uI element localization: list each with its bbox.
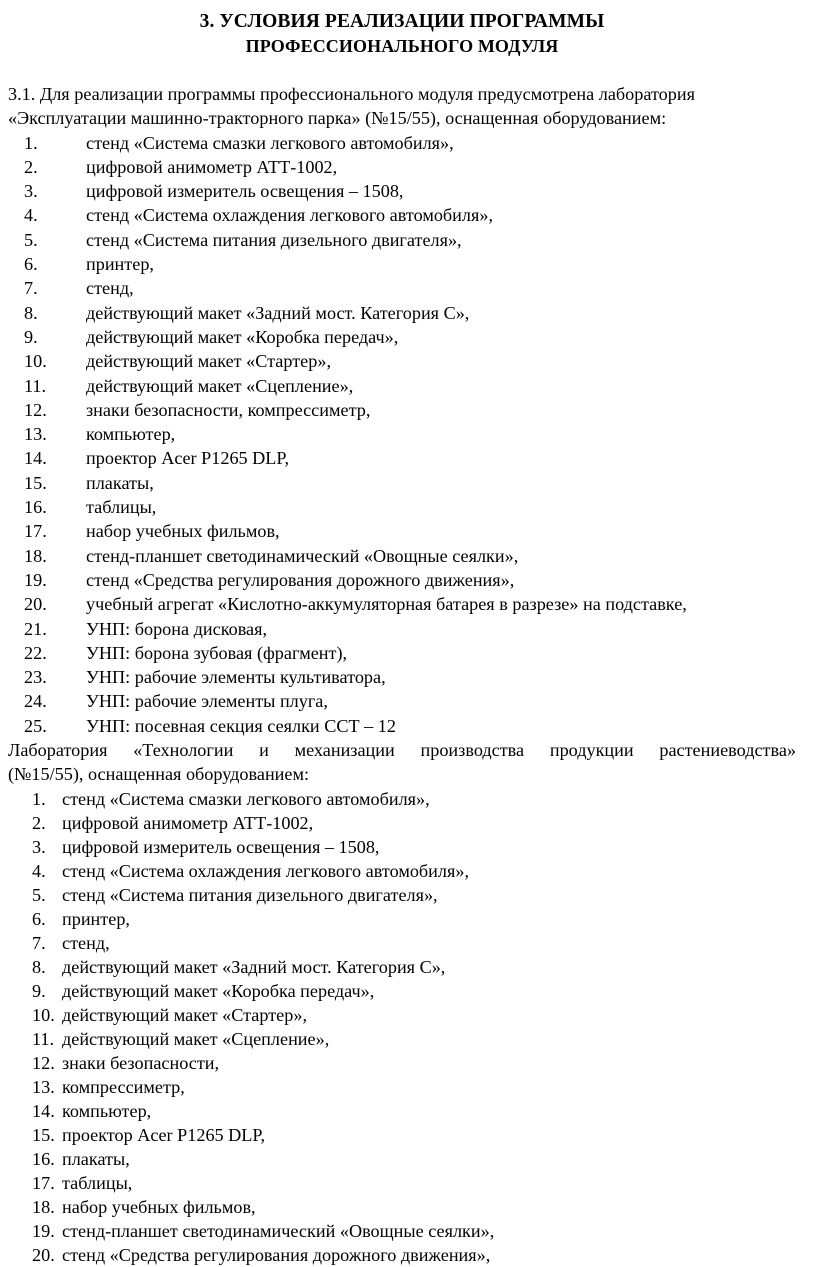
- list-item: [8, 495, 796, 519]
- list-item: [8, 617, 796, 641]
- lab-2-paragraph-word: Лаборатория: [8, 740, 108, 761]
- list-item: [8, 883, 796, 907]
- list-item-label: УНП: рабочие элементы плуга,: [86, 691, 328, 712]
- intro-paragraph: [8, 59, 796, 131]
- list-item-label: стенд-планшет светодинамический «Овощные сеялки»,: [62, 1220, 495, 1241]
- list-item: [8, 374, 796, 398]
- list-item: [8, 787, 796, 811]
- list-item-number: 14.: [32, 1100, 55, 1121]
- list-item-label: цифровой измеритель освещения – 1508,: [86, 181, 404, 202]
- list-item-label: таблицы,: [62, 1172, 133, 1193]
- list-item: [8, 907, 796, 931]
- list-item-number: 1.: [32, 788, 46, 809]
- list-item-number: 19.: [24, 569, 47, 590]
- lab-2-paragraph-word: растениеводства»: [659, 740, 796, 761]
- list-item-label: действующий макет «Стартер»,: [62, 1004, 307, 1025]
- page-title-line-1: 3. УСЛОВИЯ РЕАЛИЗАЦИИ ПРОГРАММЫ: [199, 11, 605, 32]
- list-item-number: 9.: [24, 326, 38, 347]
- list-item-number: 6.: [24, 254, 38, 275]
- list-item-number: 20.: [32, 1244, 55, 1265]
- list-item-number: 8.: [32, 956, 46, 977]
- list-item-number: 11.: [24, 375, 47, 396]
- list-item-label: стенд «Средства регулирования дорожного движения»,: [86, 569, 515, 590]
- list-item-label: стенд «Система питания дизельного двигателя»,: [86, 229, 462, 250]
- list-item-number: 13.: [24, 424, 47, 445]
- list-item: [8, 131, 796, 155]
- list-item-label: стенд,: [62, 932, 110, 953]
- list-item-label: проектор Acer P1265 DLP,: [86, 448, 290, 469]
- list-item: [8, 349, 796, 373]
- list-item: [8, 544, 796, 568]
- intro-paragraph-line-2: «Эксплуатации машинно-тракторного парка» (№15/55), оснащенная оборудованием:: [8, 108, 667, 129]
- list-item-label: принтер,: [86, 254, 154, 275]
- list-item: [8, 859, 796, 883]
- list-item-number: 9.: [32, 980, 46, 1001]
- list-item: [8, 325, 796, 349]
- list-item-label: цифровой анимометр АТТ-1002,: [86, 156, 338, 177]
- list-item-number: 6.: [32, 908, 46, 929]
- list-item-number: 3.: [24, 181, 38, 202]
- list-item: [8, 1195, 796, 1219]
- list-item-label: учебный агрегат «Кислотно-аккумуляторная батарея в разрезе» на подставке,: [86, 594, 687, 615]
- list-item-number: 2.: [24, 156, 38, 177]
- list-item: [8, 689, 796, 713]
- list-item-number: 20.: [24, 594, 47, 615]
- lab-2-paragraph: [8, 738, 796, 787]
- list-item-number: 17.: [24, 521, 47, 542]
- list-item: [8, 228, 796, 252]
- list-item-number: 21.: [24, 618, 47, 639]
- list-item-label: действующий макет «Коробка передач»,: [62, 980, 375, 1001]
- page-title: [8, 0, 796, 59]
- list-item: [8, 179, 796, 203]
- list-item: [8, 811, 796, 835]
- list-item-label: плакаты,: [86, 472, 154, 493]
- list-item-label: стенд «Система смазки легкового автомобиля»,: [62, 788, 430, 809]
- page-title-line-2: ПРОФЕССИОНАЛЬНОГО МОДУЛЯ: [245, 36, 559, 56]
- list-item-label: стенд «Система смазки легкового автомобиля»,: [86, 132, 454, 153]
- list-item-number: 5.: [32, 884, 46, 905]
- list-item: [8, 592, 796, 616]
- list-item-label: действующий макет «Задний мост. Категория С»,: [62, 956, 446, 977]
- lab-2-paragraph-word: и: [259, 740, 269, 761]
- list-item-number: 12.: [32, 1052, 55, 1073]
- lab-2-paragraph-word: производства: [420, 740, 525, 761]
- list-item: [8, 1027, 796, 1051]
- list-item-number: 3.: [32, 836, 46, 857]
- list-item: [8, 276, 796, 300]
- list-item: [8, 835, 796, 859]
- list-item-number: 10.: [24, 351, 47, 372]
- equipment-list-lab-2: [8, 787, 796, 1267]
- list-item-number: 16.: [32, 1148, 55, 1169]
- list-item-number: 16.: [24, 497, 47, 518]
- list-item-number: 24.: [24, 691, 47, 712]
- list-item-number: 13.: [32, 1076, 55, 1097]
- list-item: [8, 446, 796, 470]
- list-item: [8, 422, 796, 446]
- lab-2-paragraph-line-2: (№15/55), оснащенная оборудованием:: [8, 764, 310, 785]
- list-item-label: компьютер,: [62, 1100, 152, 1121]
- list-item: [8, 471, 796, 495]
- list-item-number: 25.: [24, 715, 47, 736]
- list-item-label: стенд-планшет светодинамический «Овощные сеялки»,: [86, 545, 519, 566]
- lab-2-paragraph-word: «Технологии: [133, 740, 234, 761]
- list-item-label: стенд «Система охлаждения легкового автомобиля»,: [86, 205, 493, 226]
- list-item: [8, 665, 796, 689]
- list-item: [8, 568, 796, 592]
- list-item-label: УНП: борона дисковая,: [86, 618, 268, 639]
- list-item-label: действующий макет «Стартер»,: [86, 351, 331, 372]
- list-item: [8, 155, 796, 179]
- list-item-number: 7.: [24, 278, 38, 299]
- list-item-label: действующий макет «Сцепление»,: [62, 1028, 330, 1049]
- list-item-number: 4.: [32, 860, 46, 881]
- list-item: [8, 1219, 796, 1243]
- list-item-label: действующий макет «Сцепление»,: [86, 375, 354, 396]
- list-item: [8, 931, 796, 955]
- list-item-label: цифровой анимометр АТТ-1002,: [62, 812, 314, 833]
- list-item-number: 19.: [32, 1220, 55, 1241]
- list-item-label: УНП: рабочие элементы культиватора,: [86, 667, 386, 688]
- list-item: [8, 1123, 796, 1147]
- list-item-number: 15.: [24, 472, 47, 493]
- list-item-label: УНП: борона зубовая (фрагмент),: [86, 642, 348, 663]
- list-item-number: 12.: [24, 399, 47, 420]
- list-item: [8, 979, 796, 1003]
- list-item-label: стенд,: [86, 278, 134, 299]
- list-item: [8, 301, 796, 325]
- list-item-label: принтер,: [62, 908, 130, 929]
- list-item: [8, 1099, 796, 1123]
- list-item: [8, 641, 796, 665]
- list-item-label: компрессиметр,: [62, 1076, 185, 1097]
- list-item-number: 2.: [32, 812, 46, 833]
- list-item-number: 5.: [24, 229, 38, 250]
- list-item: [8, 519, 796, 543]
- list-item-number: 10.: [32, 1004, 55, 1025]
- list-item-label: стенд «Средства регулирования дорожного движения»,: [62, 1244, 491, 1265]
- lab-2-paragraph-line-1: [8, 738, 796, 762]
- list-item-number: 18.: [32, 1196, 55, 1217]
- list-item: [8, 1243, 796, 1267]
- list-item-label: УНП: посевная секция сеялки ССТ – 12: [86, 715, 396, 736]
- list-item-label: таблицы,: [86, 497, 157, 518]
- list-item: [8, 1075, 796, 1099]
- list-item-label: стенд «Система охлаждения легкового автомобиля»,: [62, 860, 469, 881]
- list-item: [8, 714, 796, 738]
- list-item-label: набор учебных фильмов,: [86, 521, 280, 542]
- intro-paragraph-line-1: 3.1. Для реализации программы профессионального модуля предусмотрена лаборатория: [8, 84, 695, 104]
- list-item: [8, 1171, 796, 1195]
- list-item: [8, 1051, 796, 1075]
- list-item-label: плакаты,: [62, 1148, 130, 1169]
- list-item-label: набор учебных фильмов,: [62, 1196, 256, 1217]
- lab-2-paragraph-word: продукции: [549, 740, 634, 761]
- list-item-number: 22.: [24, 642, 47, 663]
- list-item-number: 14.: [24, 448, 47, 469]
- list-item-label: проектор Acer P1265 DLP,: [62, 1124, 266, 1145]
- list-item-number: 18.: [24, 545, 47, 566]
- list-item-number: 17.: [32, 1172, 55, 1193]
- list-item-number: 11.: [32, 1028, 55, 1049]
- list-item: [8, 1003, 796, 1027]
- list-item-label: компьютер,: [86, 424, 176, 445]
- list-item-label: знаки безопасности,: [62, 1052, 220, 1073]
- list-item-number: 1.: [24, 132, 38, 153]
- list-item: [8, 1147, 796, 1171]
- list-item-label: действующий макет «Задний мост. Категория С»,: [86, 302, 470, 323]
- list-item: [8, 203, 796, 227]
- list-item: [8, 252, 796, 276]
- list-item-label: цифровой измеритель освещения – 1508,: [62, 836, 380, 857]
- lab-2-paragraph-word: механизации: [294, 740, 395, 761]
- list-item-number: 4.: [24, 205, 38, 226]
- list-item-number: 23.: [24, 667, 47, 688]
- list-item: [8, 955, 796, 979]
- list-item-number: 7.: [32, 932, 46, 953]
- list-item-label: действующий макет «Коробка передач»,: [86, 326, 399, 347]
- list-item: [8, 398, 796, 422]
- list-item-label: стенд «Система питания дизельного двигателя»,: [62, 884, 438, 905]
- equipment-list-lab-1: [8, 131, 796, 738]
- list-item-number: 8.: [24, 302, 38, 323]
- list-item-label: знаки безопасности, компрессиметр,: [86, 399, 371, 420]
- list-item-number: 15.: [32, 1124, 55, 1145]
